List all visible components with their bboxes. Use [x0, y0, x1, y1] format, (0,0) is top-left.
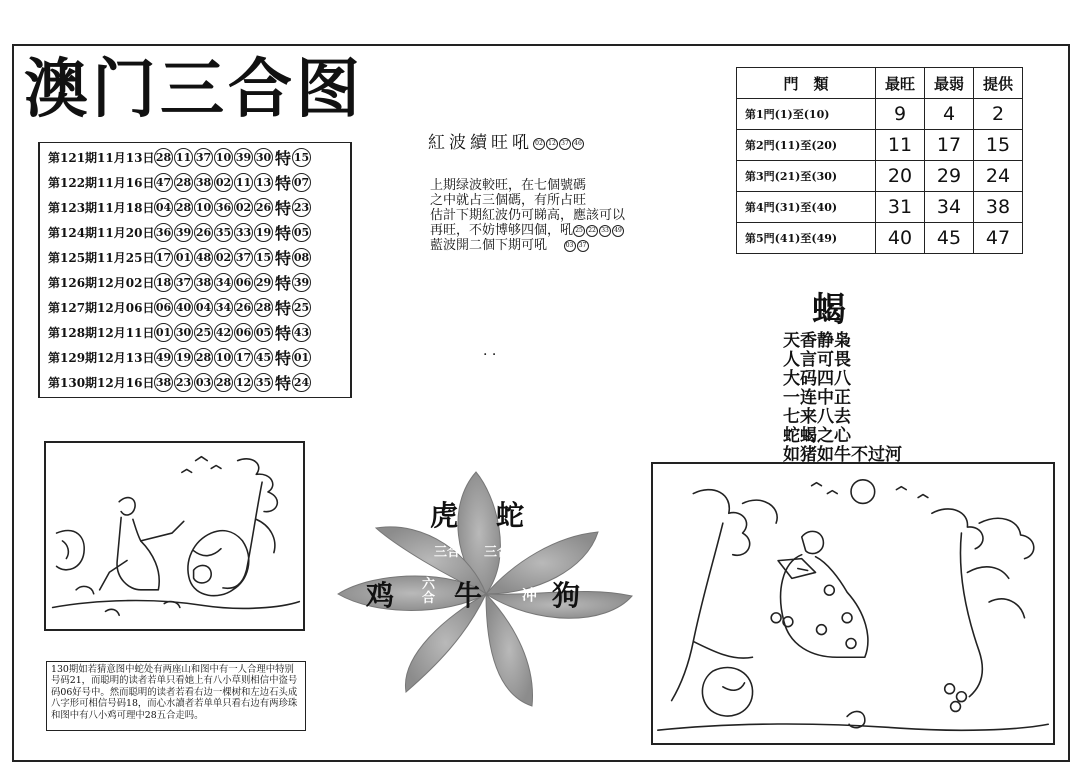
illustration-left [44, 441, 305, 631]
caption-box: 130期如若猜意图中蛇处有两座山和图中有一人合理中特别号码21，而聪明的读者若单只看她上有八小草则相信中盗号码06好号中。然而聪明的读者若看右边一棵树和左边石头成八字形可相信号码18，而心水讀者若单单只看右边有两珍珠和图中有八小鸡可理中28五合走吗。 [46, 661, 306, 731]
number-ball: 37 [234, 248, 253, 267]
number-ball: 15 [254, 248, 273, 267]
number-ball: 28 [214, 373, 233, 392]
zodiac-rooster: 鸡 [366, 579, 395, 612]
number-ball: 11 [174, 148, 193, 167]
gate-table-header [737, 68, 1023, 99]
draw-label: 第124期11月20日 [48, 226, 155, 240]
zodiac-snake: 蛇 [496, 499, 525, 532]
number-ball: 38 [154, 373, 173, 392]
mini-number-ball: 25 [573, 225, 585, 237]
number-ball: 33 [234, 223, 253, 242]
gate-row [737, 161, 1023, 192]
special-label: 特 [275, 174, 292, 193]
special-label: 特 [275, 299, 292, 318]
special-ball: 23 [292, 198, 311, 217]
draw-row [40, 370, 350, 395]
gate-header-cold: 最弱 [925, 68, 974, 99]
special-label: 特 [275, 274, 292, 293]
draw-row [40, 345, 350, 370]
draw-row [40, 270, 350, 295]
poem-line: 一连中正 [783, 388, 851, 408]
number-ball: 26 [194, 223, 213, 242]
page-title: 澳门三合图 [24, 53, 364, 127]
red-wave-title-text: 紅波續旺吼 [428, 133, 533, 153]
relation-clash: 冲 [522, 586, 538, 604]
mini-number-ball: 12 [546, 138, 558, 150]
gate-cold-value: 29 [925, 161, 974, 192]
special-label: 特 [275, 374, 292, 393]
special-ball: 43 [292, 323, 311, 342]
special-ball: 01 [292, 348, 311, 367]
number-ball: 17 [234, 348, 253, 367]
special-ball: 25 [292, 298, 311, 317]
poem-line: 七来八去 [783, 407, 851, 427]
gate-row-label: 第2門(11)至(20) [737, 130, 876, 161]
draw-label: 第123期11月18日 [48, 201, 155, 215]
number-ball: 36 [154, 223, 173, 242]
gate-header-category: 門 類 [737, 68, 876, 99]
gate-hot-value: 20 [876, 161, 925, 192]
gate-table [736, 67, 1023, 254]
number-ball: 06 [234, 323, 253, 342]
gate-row [737, 99, 1023, 130]
special-label: 特 [275, 349, 292, 368]
zodiac-tiger: 虎 [430, 499, 459, 532]
number-ball: 28 [174, 198, 193, 217]
gate-header-hot: 最旺 [876, 68, 925, 99]
poem [783, 332, 902, 465]
mini-number-ball: 03 [564, 240, 576, 252]
number-ball: 38 [194, 273, 213, 292]
mini-number-ball: 02 [533, 138, 545, 150]
number-ball: 18 [154, 273, 173, 292]
number-ball: 26 [234, 298, 253, 317]
gate-row-label: 第4門(31)至(40) [737, 192, 876, 223]
gate-pick-value: 2 [974, 99, 1023, 130]
gate-pick-value: 38 [974, 192, 1023, 223]
number-ball: 17 [154, 248, 173, 267]
number-ball: 06 [234, 273, 253, 292]
gate-cold-value: 17 [925, 130, 974, 161]
special-label: 特 [275, 249, 292, 268]
number-ball: 49 [154, 348, 173, 367]
number-ball: 02 [234, 198, 253, 217]
illustration-right [651, 462, 1055, 745]
number-ball: 04 [194, 298, 213, 317]
mini-number-ball: 22 [586, 225, 598, 237]
wave-line: 上期绿波較旺，在七個號碼 [430, 178, 587, 193]
gate-cold-value: 4 [925, 99, 974, 130]
number-ball: 13 [254, 173, 273, 192]
draw-label: 第129期12月13日 [48, 351, 155, 365]
poem-line: 如猪如牛不过河 [783, 445, 902, 465]
poem-line: 人言可畏 [783, 350, 851, 370]
relation-liuhe: 六合 [422, 577, 436, 606]
special-ball: 05 [292, 223, 311, 242]
gate-pick-value: 24 [974, 161, 1023, 192]
number-ball: 40 [174, 298, 193, 317]
draw-label: 第128期12月11日 [48, 326, 155, 340]
poem-line: 天香静枭 [783, 331, 851, 351]
number-ball: 45 [254, 348, 273, 367]
wave-line: 估計下期紅波仍可睇高，應該可以 [430, 208, 626, 223]
number-ball: 10 [194, 198, 213, 217]
mini-number-ball: 33 [599, 225, 611, 237]
special-label: 特 [275, 199, 292, 218]
gate-row [737, 130, 1023, 161]
wave-line-text: 再旺，不妨博够四個，吼 [430, 223, 574, 238]
zodiac-ox: 牛 [454, 579, 483, 612]
mini-number-ball: 37 [559, 138, 571, 150]
dots: · · [483, 347, 497, 363]
number-ball: 39 [174, 223, 193, 242]
gate-row [737, 192, 1023, 223]
wave-line-balls [573, 223, 625, 238]
number-ball: 10 [214, 148, 233, 167]
number-ball: 25 [194, 323, 213, 342]
number-ball: 28 [174, 173, 193, 192]
gate-row [737, 223, 1023, 254]
number-ball: 30 [174, 323, 193, 342]
special-ball: 08 [292, 248, 311, 267]
relation-sanhe-right: 三合 [484, 545, 511, 560]
number-ball: 28 [254, 298, 273, 317]
draw-row [40, 170, 350, 195]
gate-row-label: 第5門(41)至(49) [737, 223, 876, 254]
number-ball: 35 [214, 223, 233, 242]
mini-number-ball: 37 [577, 240, 589, 252]
gate-pick-value: 47 [974, 223, 1023, 254]
draw-results-list [38, 142, 352, 398]
number-ball: 02 [214, 248, 233, 267]
poem-line: 蛇蝎之心 [783, 426, 851, 446]
gate-pick-value: 15 [974, 130, 1023, 161]
draw-label: 第126期12月02日 [48, 276, 155, 290]
draw-row [40, 220, 350, 245]
gate-hot-value: 31 [876, 192, 925, 223]
gate-cold-value: 34 [925, 192, 974, 223]
draw-row [40, 295, 350, 320]
number-ball: 30 [254, 148, 273, 167]
red-wave-title-balls [533, 133, 585, 153]
special-label: 特 [275, 149, 292, 168]
number-ball: 36 [214, 198, 233, 217]
gate-hot-value: 11 [876, 130, 925, 161]
number-ball: 05 [254, 323, 273, 342]
number-ball: 38 [194, 173, 213, 192]
gate-row-label: 第1門(1)至(10) [737, 99, 876, 130]
draw-row [40, 145, 350, 170]
number-ball: 26 [254, 198, 273, 217]
red-wave-text [430, 178, 625, 253]
gate-header-pick: 提供 [974, 68, 1023, 99]
poem-heading: 蝎 [812, 290, 846, 330]
number-ball: 37 [174, 273, 193, 292]
number-ball: 34 [214, 273, 233, 292]
red-wave-title [428, 128, 585, 153]
number-ball: 35 [254, 373, 273, 392]
zodiac-dog: 狗 [552, 579, 581, 612]
draw-label: 第130期12月16日 [48, 376, 155, 390]
number-ball: 34 [214, 298, 233, 317]
special-ball: 07 [292, 173, 311, 192]
number-ball: 06 [154, 298, 173, 317]
number-ball: 01 [154, 323, 173, 342]
number-ball: 02 [214, 173, 233, 192]
number-ball: 42 [214, 323, 233, 342]
wave-line: 之中就占三個碼，有所占旺 [430, 193, 587, 208]
number-ball: 04 [154, 198, 173, 217]
number-ball: 29 [254, 273, 273, 292]
number-ball: 12 [234, 373, 253, 392]
gate-hot-value: 9 [876, 99, 925, 130]
number-ball: 19 [174, 348, 193, 367]
number-ball: 48 [194, 248, 213, 267]
wave-line-text: 藍波開二個下期可吼 [430, 238, 548, 253]
number-ball: 28 [194, 348, 213, 367]
special-label: 特 [275, 324, 292, 343]
special-label: 特 [275, 224, 292, 243]
draw-row [40, 245, 350, 270]
mini-number-ball: 46 [572, 138, 584, 150]
draw-label: 第125期11月25日 [48, 251, 155, 265]
poem-line: 大码四八 [783, 369, 851, 389]
number-ball: 03 [194, 373, 213, 392]
draw-label: 第122期11月16日 [48, 176, 155, 190]
wave-line [430, 238, 625, 253]
number-ball: 01 [174, 248, 193, 267]
draw-label: 第121期11月13日 [48, 151, 155, 165]
relation-sanhe-left: 三合 [434, 545, 461, 560]
gate-hot-value: 40 [876, 223, 925, 254]
draw-label: 第127期12月06日 [48, 301, 155, 315]
zodiac-flower [336, 466, 636, 711]
number-ball: 37 [194, 148, 213, 167]
number-ball: 10 [214, 348, 233, 367]
draw-row [40, 195, 350, 220]
number-ball: 28 [154, 148, 173, 167]
draw-row [40, 320, 350, 345]
number-ball: 47 [154, 173, 173, 192]
number-ball: 11 [234, 173, 253, 192]
number-ball: 19 [254, 223, 273, 242]
number-ball: 39 [234, 148, 253, 167]
gate-row-label: 第3門(21)至(30) [737, 161, 876, 192]
wave-line [430, 223, 625, 238]
gate-cold-value: 45 [925, 223, 974, 254]
special-ball: 15 [292, 148, 311, 167]
number-ball: 23 [174, 373, 193, 392]
mini-number-ball: 49 [612, 225, 624, 237]
wave-line-balls [564, 238, 590, 253]
special-ball: 24 [292, 373, 311, 392]
special-ball: 39 [292, 273, 311, 292]
